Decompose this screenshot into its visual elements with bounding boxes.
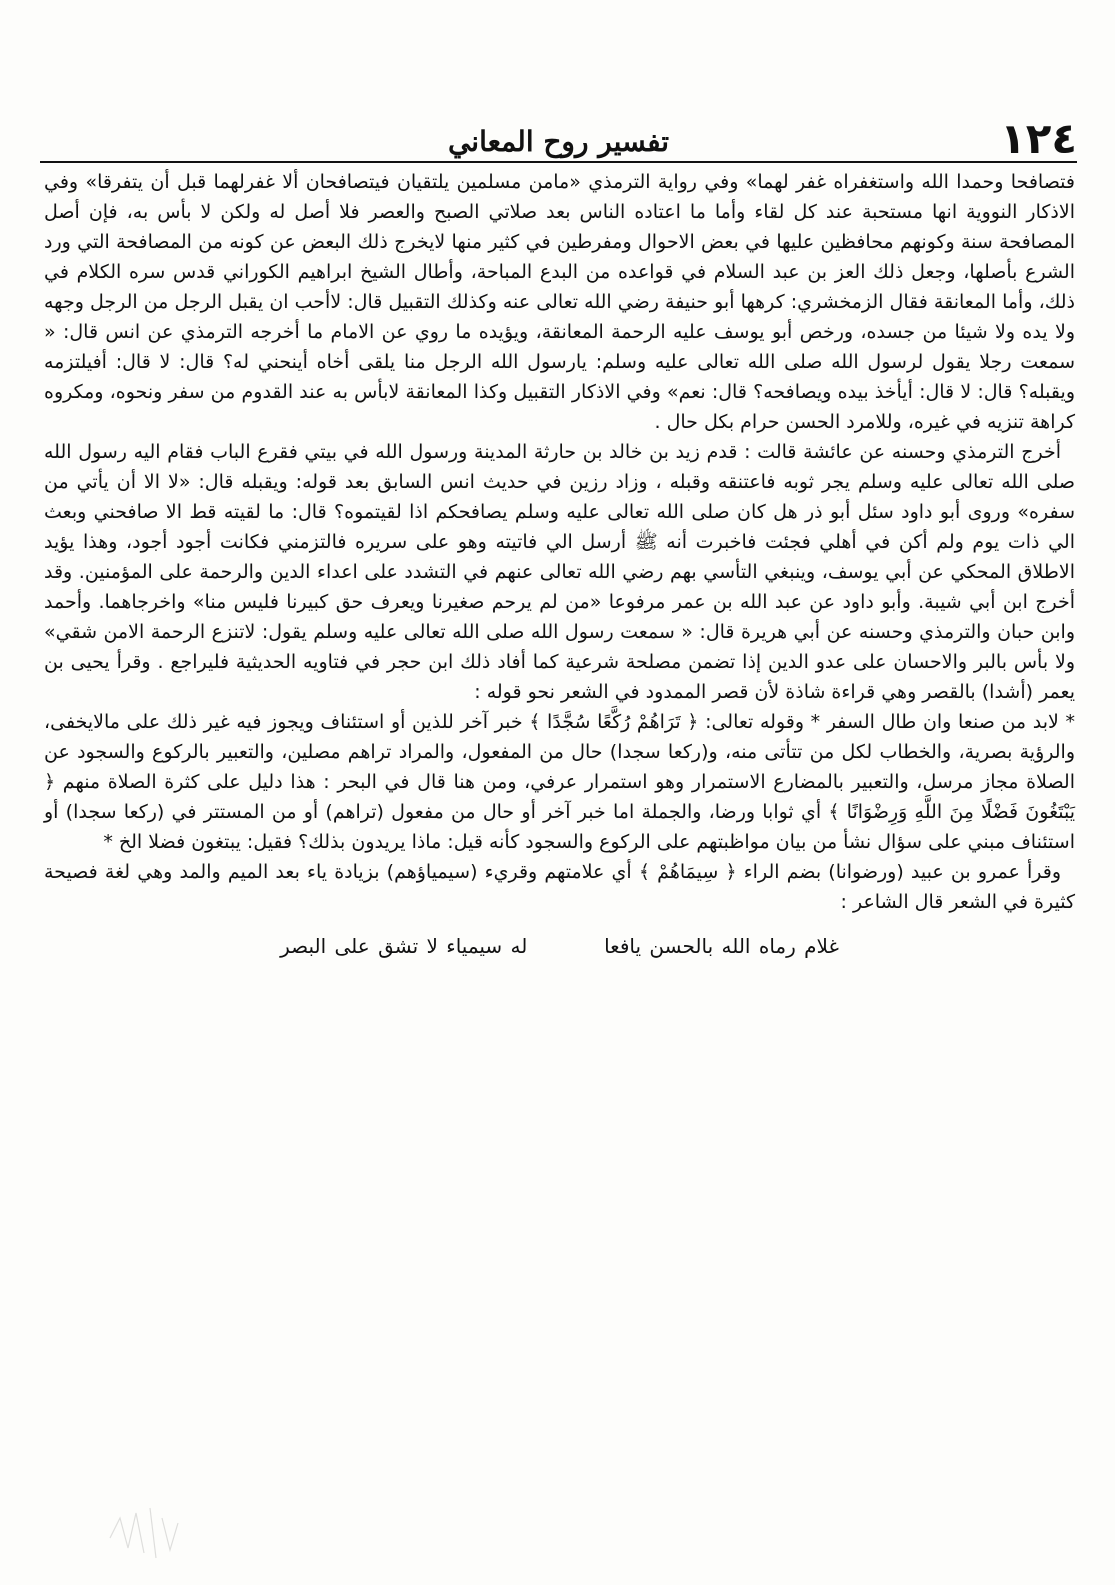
paragraph: أخرج الترمذي وحسنه عن عائشة قالت : قدم زيد بن خالد بن حارثة المدينة ورسول الله في بيتي فقرع الباب فقام اليه رسول الله صلى الله تعالى عليه وسلم يجر ثوبه فاعتنقه وقبله ، وزاد رزين في حديث انس السابق بعد قوله: ويقبله قال: «لا الا أن يأتي من سفره» وروى أبو داود سئل أبو ذر هل كان صلى الله تعالى عليه وسلم يصافحكم اذا لقيتموه؟ قال: ما لقيته قط الا صافحني وبعث الي ذات يوم ولم أكن في أهلي فجئت فاخبرت أنه ﷺ أرسل الي فاتيته وهو على سريره فالتزمني فكانت أجود أجود، وهذا يؤيد الاطلاق المحكي عن أبي يوسف، وينبغي التأسي بهم رضي الله تعالى عنهم في التشدد على اعداء الدين والرحمة على المؤمنين. وقد أخرج ابن أبي شيبة. وأبو داود عن عبد الله بن عمر مرفوعا «من لم يرحم صغيرنا ويعرف حق كبيرنا فليس منا» واخرجاهما. وأحمد وابن حبان والترمذي وحسنه عن أبي هريرة قال: « سمعت رسول الله صلى الله تعالى عليه وسلم يقول: لاتنزع الرحمة الامن شقي» ولا بأس بالبر والاحسان على عدو الدين إذا تضمن مصلحة شرعية كما أفاد ذلك ابن حجر في فتاويه الحديثية فليراجع . وقرأ يحيى بن يعمر (أشدا) بالقصر وهي قراءة شاذة لأن قصر الممدود في الشعر نحو قوله : (44, 441, 1075, 703)
verse-hemistich-1: غلام رماه الله بالحسن يافعا (604, 934, 839, 958)
scan-smudge-mark (100, 1478, 190, 1568)
page-header (40, 108, 1077, 166)
verse-hemistich-2: له سيمياء لا تشق على البصر (280, 934, 528, 958)
paragraph: وقرأ عمرو بن عبيد (ورضوانا) بضم الراء ﴿ سِيمَاهُمْ ﴾ أي علامتهم وقريء (سيمياؤهم) بزيادة ياء بعد الميم والمد وهي لغة فصيحة كثيرة في الشعر قال الشاعر : (44, 861, 1075, 913)
poetry-verse (44, 917, 1075, 961)
paragraph: فتصافحا وحمدا الله واستغفراه غفر لهما» وفي رواية الترمذي «مامن مسلمين يلتقيان فيتصافحان ألا غفرلهما قبل أن يتفرقا» وفي الاذكار النووية انها مستحبة عند كل لقاء وأما ما اعتاده الناس بعد صلاتي الصبح والعصر فلا أصل له ولكن لا بأس به، فإن أصل المصافحة سنة وكونهم محافظين عليها في بعض الاحوال ومفرطين في كثير منها لايخرج ذلك البعض عن كونه من المصافحة التي ورد الشرع بأصلها، وجعل ذلك العز بن عبد السلام في قواعده من البدع المباحة، وأطال الشيخ ابراهيم الكوراني قدس سره الكلام في ذلك، وأما المعانقة فقال الزمخشري: كرهها أبو حنيفة رضي الله تعالى عنه وكذلك التقبيل قال: لاأحب ان يقبل الرجل من الرجل وجهه ولا يده ولا شيئا من جسده، ورخص أبو يوسف عليه الرحمة المعانقة، ويؤيده ما روي عن الامام ما أخرجه الترمذي عن انس قال: « سمعت رجلا يقول لرسول الله صلى الله تعالى عليه وسلم: يارسول الله الرجل منا يلقى أخاه أينحني له؟ قال: لا قال: أفيلتزمه ويقبله؟ قال: لا قال: أيأخذ بيده ويصافحه؟ قال: نعم» وفي الاذكار التقبيل وكذا المعانقة لابأس به عند القدوم من سفر ونحوه، ومكروه كراهة تنزيه في غيره، وللامرد الحسن حرام بكل حال . (44, 171, 1075, 433)
page-number: ١٢٤ (1000, 114, 1077, 163)
paragraph: * لابد من صنعا وان طال السفر * وقوله تعالى: ﴿ تَرَاهُمْ رُكَّعًا سُجَّدًا ﴾ خبر آخر للذين أو استئناف ويجوز فيه غير ذلك على مالايخفى، والرؤية بصرية، والخطاب لكل من تتأتى منه، و(ركعا سجدا) حال من المفعول، والمراد تراهم مصلين، والتعبير بالركوع والسجود عن الصلاة مجاز مرسل، والتعبير بالمضارع الاستمرار وهو استمرار عرفي، ومن هنا قال في البحر : هذا دليل على كثرة الصلاة منهم ﴿ يَبْتَغُونَ فَضْلًا مِنَ اللَّهِ وَرِضْوَانًا ﴾ أي ثوابا ورضا، والجملة اما خبر آخر أو حال من مفعول (تراهم) أو من المستتر في (ركعا سجدا) أو استئناف مبني على سؤال نشأ من بيان مواظبتهم على الركوع والسجود كأنه قيل: ماذا يريدون بذلك؟ فقيل: يبتغون فضلا الخ * (44, 711, 1075, 853)
header-rule (40, 161, 1077, 163)
running-title: تفسير روح المعاني (447, 125, 670, 158)
body-text (44, 167, 1075, 961)
